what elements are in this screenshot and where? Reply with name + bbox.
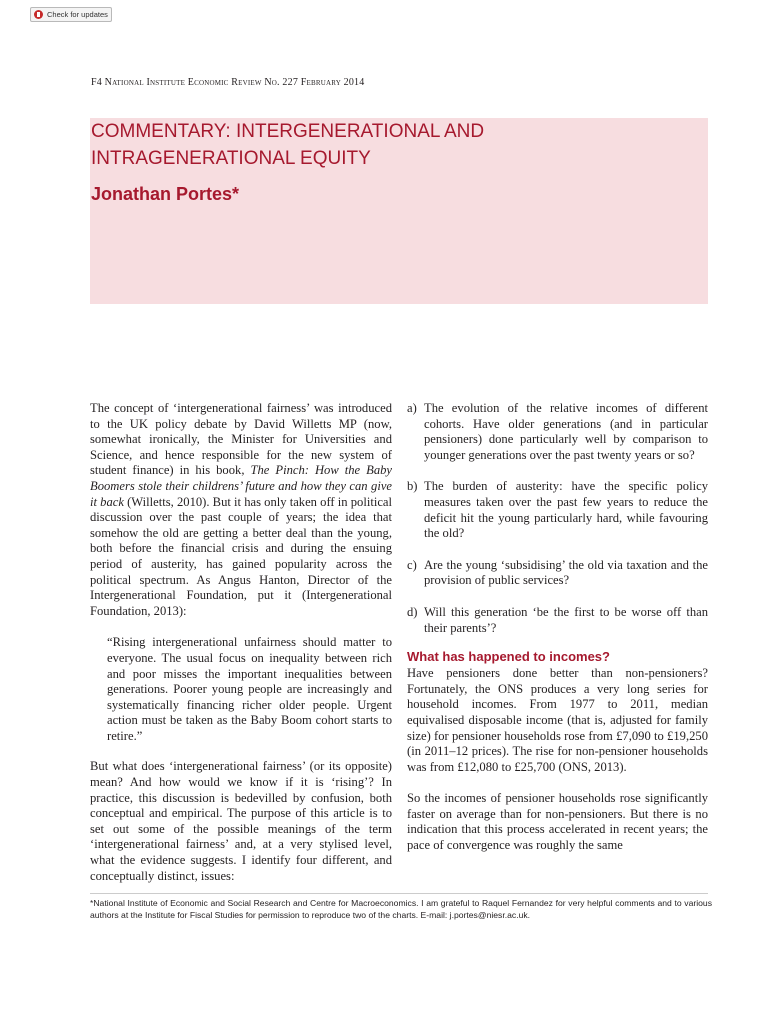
footnote: *National Institute of Economic and Social Research and Centre for Macroeconomics. I am grateful to Raquel Fernandez for very helpful comments and to various authors at the Institute for Fiscal Studies for permission to reproduce two of the charts. E-mail: j.portes@niesr.ac.uk.	[90, 898, 712, 920]
right-column	[407, 401, 708, 870]
article-title: COMMENTARY: INTERGENERATIONAL AND INTRAGENERATIONAL EQUITY	[91, 121, 485, 169]
list-marker: d)	[407, 604, 418, 619]
list-item	[407, 479, 708, 541]
body-paragraph: So the incomes of pensioner households rose significantly faster on average than for non-pensioners. But there is no indication that this process accelerated in recent years; the pace of convergence was roughly the same	[407, 791, 708, 853]
check-updates-icon	[34, 10, 43, 19]
list-item	[407, 401, 708, 463]
list-marker: a)	[407, 401, 417, 415]
check-for-updates-badge[interactable]	[30, 7, 112, 22]
running-head: F4 National Institute Economic Review No. 227 February 2014	[91, 77, 365, 88]
list-item-text: Will this generation ‘be the first to be worse off than their parents’?	[424, 604, 708, 635]
check-for-updates-label: Check for updates	[47, 10, 108, 19]
body-paragraph: Have pensioners done better than non-pensioners? Fortunately, the ONS produces a very long series for household incomes. From 1977 to 2011, median equivalised disposable income (that is, adjusted for family size) for pensioner households rose from £7,090 to £19,250 (in 2011–12 prices). The rise for non-pensioner households was from £12,080 to £25,700 (ONS, 2013).	[407, 666, 708, 774]
list-item-text: Are the young ‘subsidising’ the old via taxation and the provision of public services?	[424, 557, 708, 588]
intro-paragraph	[90, 401, 392, 619]
section-heading: What has happened to incomes?	[407, 649, 610, 665]
footnote-divider	[90, 893, 708, 894]
list-item-text: The evolution of the relative incomes of different cohorts. Have older generations (and in particular pensioners) done particularly well by comparison to younger generations over the past twenty years or so?	[424, 401, 708, 462]
list-marker: c)	[407, 557, 417, 572]
list-item	[407, 605, 708, 636]
left-column	[90, 401, 392, 900]
list-marker: b)	[407, 479, 418, 494]
block-quote: “Rising intergenerational unfairness should matter to everyone. The usual focus on inequality between rich and poor misses the important inequalities between generations. Poorer young people are increasingly and systematically financing richer older people. Urgent action must be taken as the Baby Boom cohort starts to retire.”	[107, 635, 392, 743]
article-author: Jonathan Portes*	[91, 184, 240, 204]
intro-text-start: The concept of ‘intergenerational fairness’ was introduced to the UK policy debate by David Willetts MP (now, somewhat ironically, the Minister for Universities and Science, and hence responsible for the new system of student finance) in his book,	[90, 401, 392, 478]
book-title: The Pinch: How the Baby Boomers stole their childrens’ future and how they can give it back	[90, 463, 393, 509]
list-item-text: The burden of austerity: have the specific policy measures taken over the past few years to reduce the deficit hit the young particularly hard, while favouring the old?	[424, 479, 708, 541]
list-item	[407, 558, 708, 589]
body-paragraph: But what does ‘intergenerational fairness’ (or its opposite) mean? And how would we know if it is ‘rising’? In practice, this discussion is bedevilled by confusion, both conceptual and empirical. The purpose of this article is to set out some of the possible meanings of the term ‘intergenerational fairness’ and, at a very stylised level, what the evidence suggests. I identify four different, and conceptually distinct, issues:	[90, 759, 392, 883]
intro-text-end: (Willetts, 2010). But it has only taken off in political discussion over the past couple of years; the idea that somehow the old are getting a better deal than the young, both before the financial crisis and during the ensuing period of austerity, has gained popularity across the political spectrum. As Angus Hanton, Director of the Intergenerational Foundation, put it (Intergenerational Foundation, 2013):	[90, 494, 392, 618]
